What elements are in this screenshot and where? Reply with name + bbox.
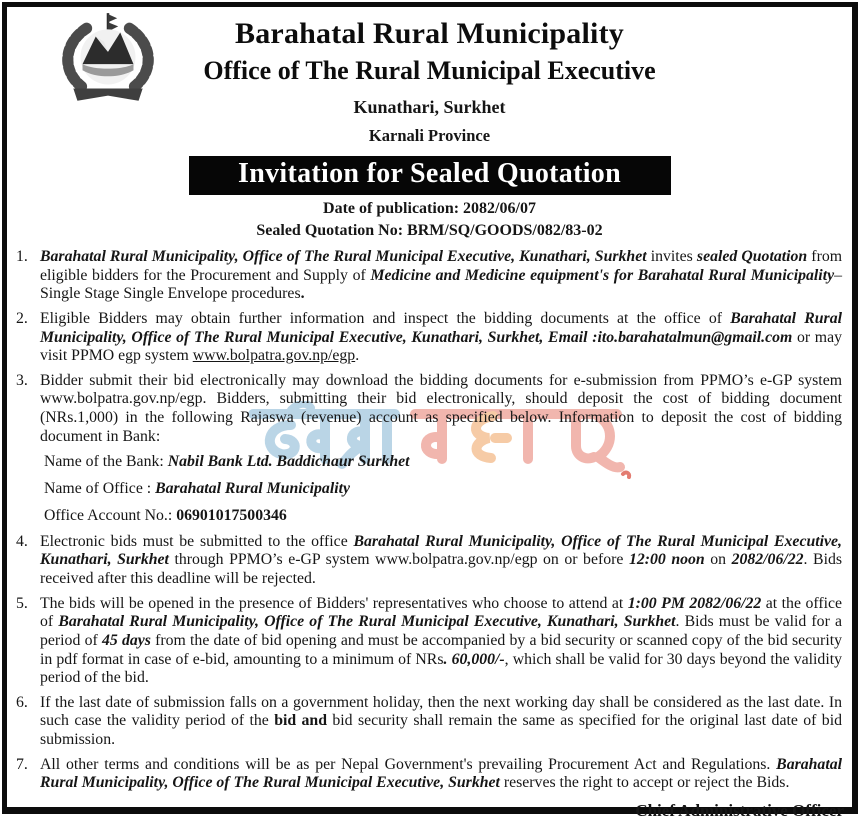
- text-segment: Medicine and Medicine equipment's for Barahatal Rural Municipality: [370, 266, 835, 284]
- text-segment: . 60,000/-: [443, 650, 505, 668]
- list-item: [13, 310, 842, 366]
- document-header: [7, 7, 852, 240]
- text-segment: .: [355, 347, 360, 365]
- list-item: [13, 694, 842, 750]
- text-segment: Barahatal Rural Municipality: [155, 480, 351, 498]
- text-segment: Nabil Bank Ltd. Baddichaur Surkhet: [167, 453, 410, 471]
- text-segment: .: [300, 285, 305, 303]
- text-segment: If the last date of submission falls on a government holiday, then the next working day shall be considered as the last date. In such case the validity period of the: [40, 693, 842, 730]
- text-segment: reserves the right to accept or reject the Bids.: [499, 774, 790, 792]
- terms-list: [13, 248, 842, 793]
- text-segment: The bids will be opened in the presence of Bidders' representatives who choose to attend at: [40, 594, 628, 612]
- text-segment: sealed Quotation: [696, 248, 808, 265]
- text-segment: from the date of bid opening and must be accompanied by a bid security or scanned copy of the bid security in pdf format in case of e-bid, amounting to a minimum of NRs: [40, 631, 842, 668]
- text-segment: 2082/06/22: [731, 551, 804, 569]
- text-segment: Barahatal Rural Municipality, Office of The Rural Municipal Executive, Kunathari, Surkhet: [40, 248, 647, 265]
- office-name: Office of The Rural Municipal Executive: [203, 56, 656, 85]
- text-segment: Eligible Bidders may obtain further information and inspect the bidding documents at the office of: [40, 309, 731, 327]
- page-border: [2, 2, 858, 820]
- text-segment: Barahatal Rural Municipality, Office of The Rural Municipal Executive, Kunathari, Surkhet, Email :ito.barahatalmun@gmail.com: [40, 309, 842, 346]
- org-name: Barahatal Rural Municipality: [235, 17, 624, 50]
- item-number: 2.: [16, 309, 28, 327]
- text-segment: or may visit PPMO egp system: [40, 328, 842, 365]
- text-segment: 45 days: [101, 631, 151, 649]
- publication-date-line: Date of publication: 2082/06/07: [323, 200, 536, 217]
- text-segment: 12:00 noon: [628, 551, 705, 569]
- text-segment: bid and: [274, 712, 327, 730]
- text-segment: , which shall be valid for 30 days beyond the validity period of the bid.: [40, 650, 842, 687]
- text-segment: at the office of: [40, 594, 842, 631]
- bank-detail-line: [40, 452, 842, 473]
- text-segment: . Bids received after this deadline will be rejected.: [40, 551, 843, 588]
- text-segment: – Single Stage Single Envelope procedures: [40, 266, 842, 303]
- invitation-banner: [189, 156, 671, 195]
- item-number: 5.: [16, 594, 28, 612]
- list-item: [13, 372, 842, 527]
- quotation-number-line: Sealed Quotation No: BRM/SQ/GOODS/082/83-02: [256, 222, 603, 239]
- text-segment: Barahatal Rural Municipality, Office of The Rural Municipal Executive, Kunathari, Surkhet: [40, 532, 842, 569]
- text-segment: invites: [646, 248, 697, 265]
- text-segment: Office Account No.:: [44, 506, 177, 524]
- item-number: 7.: [16, 755, 28, 773]
- text-segment: www.bolpatra.gov.np/egp: [192, 347, 356, 365]
- signatory-title: Chief Administrative Officer: [635, 800, 844, 820]
- item-number: 1.: [16, 248, 28, 265]
- text-segment: through PPMO’s e-GP system www.bolpatra.gov.np/egp on or before: [168, 551, 629, 569]
- text-segment: Bidder submit their bid electronically may download the bidding documents for e-submission from PPMO’s e-GP system www.bolpatra.gov.np/egp. Bidders, submitting their bid electronically, should deposit the cost of bidding document (NRs.1,000) in the following Rajaswa (revenue) account as specified below. Information to deposit the cost of bidding document in Bank:: [40, 371, 842, 445]
- text-segment: Barahatal Rural Municipality, Office of The Rural Municipal Executive, Surkhet: [40, 755, 842, 792]
- item-number: 3.: [16, 371, 28, 389]
- list-item: [13, 248, 842, 304]
- province-line: Karnali Province: [368, 126, 491, 145]
- text-segment: . Bids must be valid for a period of: [40, 613, 843, 649]
- text-segment: Electronic bids must be submitted to the office: [40, 532, 354, 550]
- text-segment: on: [704, 551, 732, 569]
- text-segment: 06901017500346: [176, 506, 287, 524]
- nepal-emblem-icon: [55, 11, 161, 109]
- item-number: 4.: [16, 532, 28, 550]
- text-segment: Name of the Bank:: [44, 453, 168, 471]
- banner-title: Invitation for Sealed Quotation: [238, 158, 621, 189]
- text-segment: bid security shall remain the same as specified for the original last date of bid submission.: [40, 712, 842, 749]
- location-line: Kunathari, Surkhet: [353, 97, 506, 117]
- item-number: 6.: [16, 693, 28, 711]
- text-segment: from eligible bidders for the Procurement and Supply of: [40, 248, 843, 284]
- text-segment: All other terms and conditions will be as per Nepal Government's prevailing Procurement Act and Regulations.: [40, 755, 777, 773]
- text-segment: Barahatal Rural Municipality, Office of The Rural Municipal Executive, Kunathari, Surkhet: [58, 613, 676, 631]
- list-item: [13, 533, 842, 589]
- bank-detail-line: [40, 479, 842, 500]
- text-segment: Name of Office :: [44, 480, 156, 498]
- text-segment: 1:00 PM 2082/06/22: [627, 594, 762, 612]
- bank-detail-line: [40, 506, 842, 527]
- list-item: [13, 595, 842, 688]
- list-item: [13, 756, 842, 793]
